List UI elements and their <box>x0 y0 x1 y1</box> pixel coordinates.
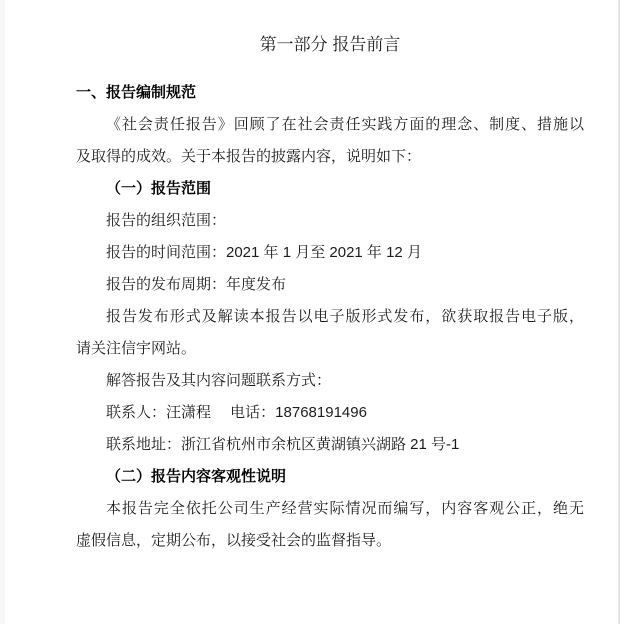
subsection-heading-1: （一）报告范围 <box>106 180 212 197</box>
subsection-heading-2: （二）报告内容客观性说明 <box>106 468 287 485</box>
paragraph-line: 解答报告及其内容问题联系方式： <box>106 372 332 389</box>
paragraph-line: 及取得的成效。关于本报告的披露内容，说明如下： <box>76 148 422 165</box>
paragraph-line: 本报告完全依托公司生产经营实际情况而编写，内容客观公正，绝无 <box>106 500 584 517</box>
paragraph-line: 虚假信息，定期公布，以接受社会的监督指导。 <box>76 532 392 549</box>
paragraph-line: 报告的时间范围：2021 年 1 月至 2021 年 12 月 <box>106 244 422 261</box>
paragraph-line: 报告的组织范围： <box>106 212 227 229</box>
section-heading-1: 一、报告编制规范 <box>76 84 197 101</box>
document-body <box>76 77 584 557</box>
contact-address-line: 联系地址：浙江省杭州市余杭区黄湖镇兴湖路 21 号-1 <box>106 436 460 453</box>
contact-person-line: 联系人：汪潇程 电话：18768191496 <box>106 404 367 421</box>
paragraph-line: 请关注信宇网站。 <box>76 340 197 357</box>
paragraph-line: 报告的发布周期：年度发布 <box>106 276 287 293</box>
paragraph-line: 报告发布形式及解读本报告以电子版形式发布，欲获取报告电子版， <box>106 308 584 325</box>
paragraph-line: 《社会责任报告》回顾了在社会责任实践方面的理念、制度、措施以 <box>106 116 584 133</box>
document-title: 第一部分 报告前言 <box>259 35 401 54</box>
document-content <box>76 0 584 557</box>
page-left-edge <box>0 0 5 624</box>
